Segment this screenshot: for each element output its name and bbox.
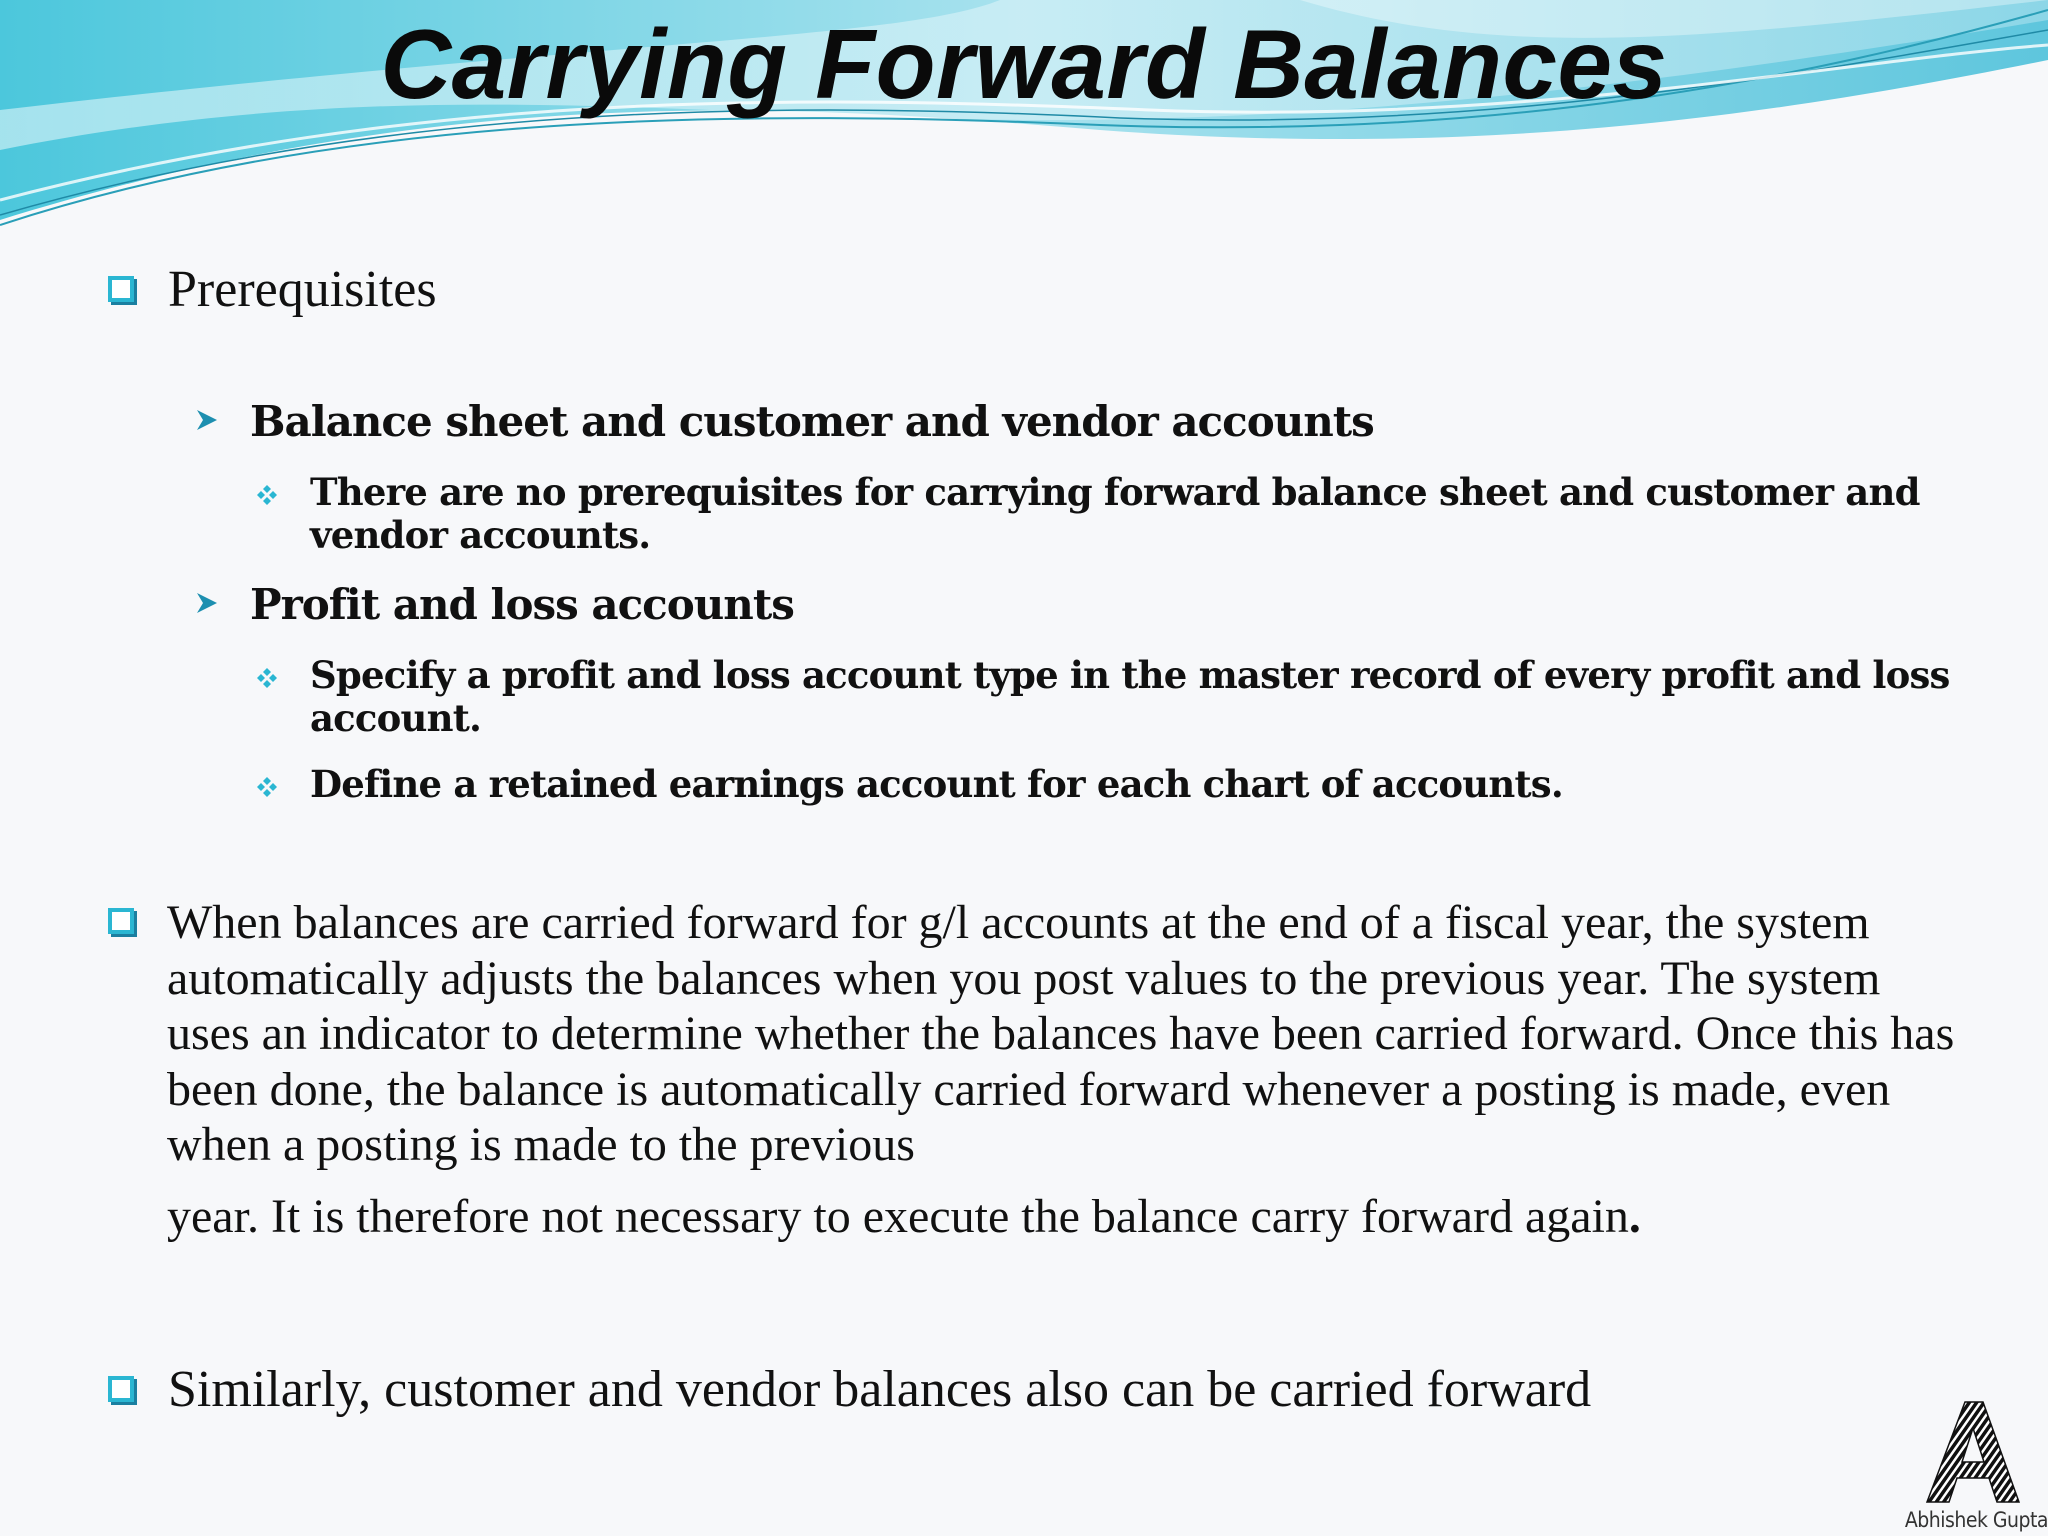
square-bullet-icon bbox=[108, 1376, 134, 1402]
square-bullet-icon bbox=[108, 908, 134, 934]
bullet-text: Prerequisites bbox=[168, 261, 437, 318]
bullet-carry-forward-paragraph bbox=[167, 895, 1967, 1244]
square-bullet-icon bbox=[108, 276, 134, 302]
point-text: Define a retained earnings account for each chart of accounts. bbox=[310, 762, 1563, 806]
diamond-bullet-icon bbox=[255, 666, 279, 690]
paragraph-last-line: year. It is therefore not necessary to execute the balance carry forward again. bbox=[167, 1189, 1641, 1243]
letter-a-logo-icon bbox=[1925, 1400, 2020, 1505]
point-text: Specify a profit and loss account type in the master record of every profit and loss account. bbox=[310, 653, 1950, 740]
arrow-bullet-icon bbox=[195, 590, 219, 616]
slide-title: Carrying Forward Balances bbox=[380, 9, 1668, 119]
point-text: There are no prerequisites for carrying forward balance sheet and customer and vendor accounts. bbox=[310, 470, 1920, 557]
subitem-text: Balance sheet and customer and vendor accounts bbox=[250, 397, 1374, 446]
author-name: Abhishek Gupta bbox=[1904, 1508, 2048, 1532]
paragraph-text: When balances are carried forward for g/l accounts at the end of a fiscal year, the system automatically adjusts the balances when you post values to the previous year. The system uses an indicator to determine whether the balances have been carried forward. Once this has been done, the balance is automatically carried forward whenever a posting is made, even when a posting is made to the previous bbox=[167, 896, 1955, 1171]
diamond-bullet-icon bbox=[255, 483, 279, 507]
arrow-bullet-icon bbox=[195, 407, 219, 433]
diamond-bullet-icon bbox=[255, 775, 279, 799]
subitem-text: Profit and loss accounts bbox=[250, 580, 794, 629]
bullet-text: Similarly, customer and vendor balances also can be carried forward bbox=[168, 1361, 1592, 1418]
